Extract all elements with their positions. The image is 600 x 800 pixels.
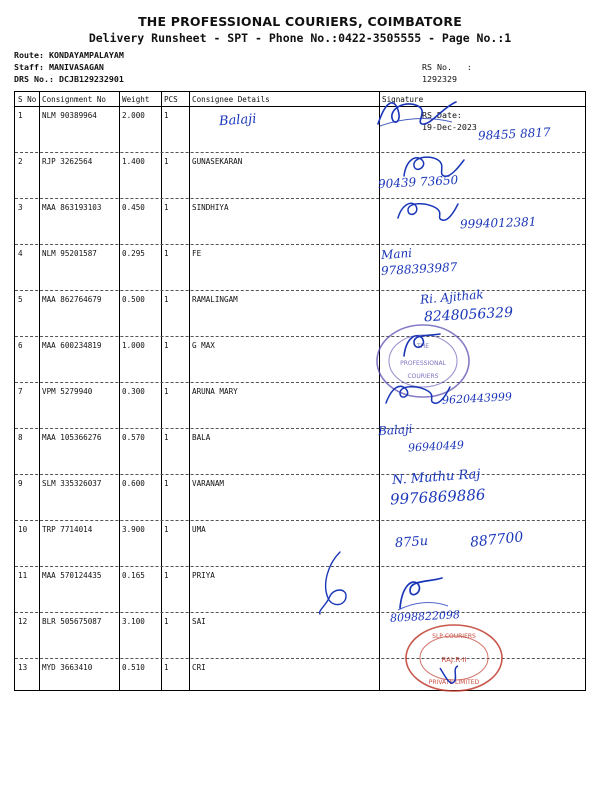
- cell-sno: 1: [18, 111, 23, 121]
- cell-consignee: VARANAM: [192, 479, 225, 489]
- cell-consignment: BLR 505675087: [42, 617, 102, 627]
- handwritten-phone-7: 9620443999: [441, 390, 513, 407]
- table-row: [15, 659, 585, 704]
- cell-consignee: G MAX: [192, 341, 215, 351]
- cell-pcs: 1: [164, 525, 169, 535]
- handwritten-phone-4: 9788393987: [380, 260, 458, 278]
- cell-consignee: UMA: [192, 525, 206, 535]
- cell-consignment: SLM 335326037: [42, 479, 102, 489]
- cell-consignee: ARUNA MARY: [192, 387, 238, 397]
- cell-consignee: GUNASEKARAN: [192, 157, 243, 167]
- drs-label: DRS No.:: [14, 74, 54, 85]
- cell-pcs: 1: [164, 617, 169, 627]
- cell-weight: 1.400: [122, 157, 145, 167]
- page-subtitle: Delivery Runsheet - SPT - Phone No.:0422-3505555 - Page No.:1: [88, 31, 512, 45]
- table-row: [15, 613, 585, 659]
- cell-signature: [379, 153, 586, 198]
- cell-weight: 0.500: [122, 295, 145, 305]
- cell-consignee: FE: [192, 249, 202, 259]
- handwritten-phone-12: 8098822098: [389, 608, 461, 625]
- cell-consignment: RJP 3262564: [42, 157, 93, 167]
- table-header-row: [15, 92, 585, 107]
- cell-signature: [379, 475, 586, 520]
- cell-weight: 3.900: [122, 525, 145, 535]
- table-row: [15, 567, 585, 613]
- cell-sno: 4: [18, 249, 23, 259]
- cell-consignment: TRP 7714014: [42, 525, 93, 535]
- cell-pcs: 1: [164, 295, 169, 305]
- cell-signature: [379, 107, 586, 152]
- cell-sno: 6: [18, 341, 23, 351]
- cell-weight: 0.300: [122, 387, 145, 397]
- cell-sno: 13: [18, 663, 28, 673]
- rs-date-label: RS Date:: [421, 110, 462, 121]
- rs-no-label: RS No. :: [421, 62, 472, 73]
- column-header-signature: Signature: [382, 95, 424, 105]
- cell-pcs: 1: [164, 249, 169, 259]
- cell-pcs: 1: [164, 111, 169, 121]
- cell-signature: [379, 383, 586, 428]
- handwritten-phone-3: 9994012381: [459, 214, 537, 232]
- svg-text:PROFESSIONAL: PROFESSIONAL: [400, 360, 446, 367]
- column-header-consignment: Consignment No: [42, 95, 107, 105]
- table-row: [15, 153, 585, 199]
- cell-signature: [379, 521, 586, 566]
- cell-pcs: 1: [164, 433, 169, 443]
- cell-signature: [379, 291, 586, 336]
- handwritten-signature-8: Balaji: [377, 421, 413, 439]
- page-title: THE PROFESSIONAL COURIERS, COIMBATORE: [138, 14, 462, 29]
- handwritten-phone-8: 96940449: [407, 438, 465, 455]
- cell-weight: 3.100: [122, 617, 145, 627]
- handwritten-phone-2: 90439 73650: [377, 172, 459, 192]
- handwritten-signature-10: 875u: [394, 533, 429, 552]
- cell-consignment: NLM 95201587: [42, 249, 97, 259]
- cell-consignment: VPM 5279940: [42, 387, 93, 397]
- handwritten-consignee-1: Balaji: [218, 111, 257, 130]
- cell-pcs: 1: [164, 203, 169, 213]
- runsheet-table: [14, 91, 586, 691]
- cell-weight: 0.165: [122, 571, 145, 581]
- cell-consignment: NLM 90389964: [42, 111, 97, 121]
- cell-sno: 5: [18, 295, 23, 305]
- column-header-consignee: Consignee Details: [192, 95, 270, 105]
- cell-signature: [379, 429, 586, 474]
- table-row: [15, 521, 585, 567]
- cell-consignment: MAA 105366276: [42, 433, 102, 443]
- handwritten-phone-10: 887700: [469, 529, 525, 551]
- cell-sno: 11: [18, 571, 28, 581]
- svg-text:COURIERS: COURIERS: [407, 373, 439, 380]
- cell-sno: 10: [18, 525, 28, 535]
- handwritten-phone-1: 98455 8817: [477, 125, 551, 143]
- cell-consignment: MAA 600234819: [42, 341, 102, 351]
- cell-weight: 0.295: [122, 249, 145, 259]
- cell-pcs: 1: [164, 571, 169, 581]
- cell-pcs: 1: [164, 387, 169, 397]
- cell-sno: 2: [18, 157, 23, 167]
- cell-pcs: 1: [164, 157, 169, 167]
- table-row: [15, 475, 585, 521]
- column-header-pcs: PCS: [164, 95, 178, 105]
- route-label: Route:: [14, 50, 44, 60]
- table-row: [15, 291, 585, 337]
- table-row: [15, 429, 585, 475]
- cell-sno: 8: [18, 433, 23, 443]
- cell-weight: 0.510: [122, 663, 145, 673]
- cell-consignment: MAA 863193103: [42, 203, 102, 213]
- cell-pcs: 1: [164, 479, 169, 489]
- handwritten-signature-9: N. Muthu Raj: [391, 466, 481, 489]
- cell-weight: 1.000: [122, 341, 145, 351]
- drs-line: [14, 73, 586, 85]
- svg-text:PRIVATE LIMITED: PRIVATE LIMITED: [428, 679, 480, 686]
- cell-consignment: MYD 3663410: [42, 663, 93, 673]
- handwritten-phone-9: 9976869886: [389, 485, 486, 509]
- route-line: [14, 49, 586, 61]
- table-row: [15, 245, 585, 291]
- staff-line: [14, 61, 586, 73]
- cell-pcs: 1: [164, 341, 169, 351]
- cell-signature: [379, 245, 586, 290]
- cell-consignment: MAA 862764679: [42, 295, 102, 305]
- cell-consignee: [189, 107, 379, 152]
- cell-consignee: BALA: [192, 433, 211, 443]
- cell-sno: 7: [18, 387, 23, 397]
- table-row: [15, 199, 585, 245]
- rs-no-value: 1292329: [421, 74, 457, 85]
- handwritten-phone-5: 8248056329: [423, 304, 514, 326]
- cell-weight: 0.450: [122, 203, 145, 213]
- cell-consignee: PRIYA: [192, 571, 215, 581]
- cell-signature: [379, 567, 586, 612]
- cell-weight: 2.000: [122, 111, 145, 121]
- handwritten-signature-5: Ri. Ajithak: [419, 287, 485, 307]
- cell-consignee: SINDHIYA: [192, 203, 229, 213]
- table-row: [15, 107, 585, 153]
- cell-consignment: MAA 570124435: [42, 571, 102, 581]
- cell-weight: 0.600: [122, 479, 145, 489]
- cell-signature: [379, 659, 586, 704]
- cell-consignee: SAI: [192, 617, 206, 627]
- cell-signature: [379, 199, 586, 244]
- table-row: [15, 337, 585, 383]
- column-header-sno: S No: [18, 95, 37, 105]
- cell-sno: 12: [18, 617, 28, 627]
- svg-text:THE: THE: [417, 343, 429, 350]
- cell-signature: [379, 337, 586, 382]
- cell-sno: 3: [18, 203, 23, 213]
- table-body: [15, 107, 585, 692]
- cell-signature: [379, 613, 586, 658]
- staff-value: MANIVASAGAN: [48, 62, 104, 73]
- svg-text:RAJ.R-II: RAJ.R-II: [441, 656, 467, 664]
- cell-consignee: CRI: [192, 663, 206, 673]
- cell-pcs: 1: [164, 663, 169, 673]
- column-header-weight: Weight: [122, 95, 150, 105]
- cell-sno: 9: [18, 479, 23, 489]
- rs-no-line: [382, 49, 477, 97]
- cell-consignee: RAMALINGAM: [192, 295, 238, 305]
- cell-weight: 0.570: [122, 433, 145, 443]
- svg-text:SLP COURIERS: SLP COURIERS: [432, 633, 476, 640]
- handwritten-signature-4: Mani: [380, 245, 413, 263]
- table-row: [15, 383, 585, 429]
- route-value: KONDAYAMPALAYAM: [48, 50, 124, 60]
- drs-value: DCJB129232901: [58, 74, 124, 85]
- rs-date-value: 19-Dec-2023: [421, 122, 477, 133]
- staff-label: Staff:: [14, 62, 44, 73]
